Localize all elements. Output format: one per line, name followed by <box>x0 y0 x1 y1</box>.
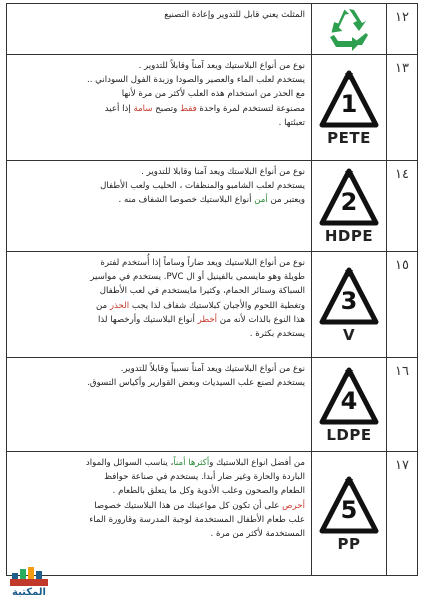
row-16-description: نوع من أنواع البلاستيك ويعد آمناً نسبياً وقابلاً للتدوير. يستخدم لصنع علب السيديات وبعض القوارير وأكياس التسوق. <box>7 358 312 452</box>
row-13-icon-cell <box>312 55 387 161</box>
table-row <box>7 55 418 161</box>
table-row <box>7 358 418 452</box>
resin-code-digit: 1 <box>340 89 358 118</box>
row-14-description: نوع من أنواع البلاستك ويعد آمنا وقابلا للتدوير . يستخدم لعلب الشامبو والمنظفات ، الحليب ولعب الأطفال ويعتبر من أمن أنواع البلاستيك خصوصا الشفاف منه . <box>7 161 312 252</box>
recycle-triangle-icon <box>319 475 379 537</box>
recycle-icon <box>322 7 376 51</box>
building-icon <box>6 565 52 587</box>
watermark-label: المكتبة <box>12 587 46 598</box>
resin-code-label: PETE <box>327 128 371 147</box>
resin-code-label: LDPE <box>326 425 372 444</box>
table-row <box>7 452 418 576</box>
row-15-description: نوع من أنواع البلاستيك ويعد ضاراً وساماً إذا أُستخدم لفترة طويلة وهو مايسمى بالفينيل أو ال PVC. يستخدم في مواسير السباكة وستائر الحمام، وكثيرا مايستخدم في لعب الأطفال وتغطية اللحوم والأجبان كبلاستيك شفاف لذا يجب الحذر من هذا النوع بالذات لأنه من أخطر أنواع البلاستيك وأرخصها لذا يستخدم بكثرة . <box>7 252 312 358</box>
recycle-triangle-icon <box>319 266 379 328</box>
recycle-triangle-icon <box>319 366 379 428</box>
recycle-triangle-icon <box>319 167 379 229</box>
row-13-number: ١٣ <box>387 55 418 161</box>
resin-code-digit: 3 <box>340 286 358 315</box>
table-row <box>7 252 418 358</box>
recycle-triangle-icon <box>319 69 379 131</box>
row-15-icon-cell <box>312 252 387 358</box>
resin-code-digit: 5 <box>340 495 358 524</box>
plastics-table <box>6 3 418 576</box>
resin-code-digit: 2 <box>340 188 358 216</box>
table-row <box>7 161 418 252</box>
row-17-number: ١٧ <box>387 452 418 576</box>
row-12-icon-cell <box>312 4 387 55</box>
row-16-icon-cell <box>312 358 387 452</box>
row-12-number: ١٢ <box>387 4 418 55</box>
resin-code-label: PP <box>337 534 361 553</box>
row-14-icon-cell <box>312 161 387 252</box>
row-15-number: ١٥ <box>387 252 418 358</box>
library-watermark <box>2 565 56 598</box>
row-13-description: نوع من أنواع البلاستيك ويعد آمناً وقابلاً للتدوير . يستخدم لعلب الماء والعصير والصودا وزبدة الفول السوداني .. مع الحذر من استخدام هذه العلب لأكثر من مرة لأنها مصنوعة لتستخدم لمرة واحدة فقط وتصبح سامة إذا أعيد تعبئتها . <box>7 55 312 161</box>
resin-code-label: HDPE <box>324 227 374 245</box>
row-14-number: ١٤ <box>387 161 418 252</box>
resin-code-digit: 4 <box>340 386 358 415</box>
table-row <box>7 4 418 55</box>
row-16-number: ١٦ <box>387 358 418 452</box>
row-17-icon-cell <box>312 452 387 576</box>
row-12-description: المثلث يعني قابل للتدوير وإعادة التصنيع <box>7 4 312 55</box>
row-17-description: من أفضل انواع البلاستيك وأكثرها أمناً، يناسب السوائل والمواد الباردة والحارة وغير ضار أبدا. يستخدم في صناعة حوافظ الطعام والصحون وعلب الأدوية وكل ما يتعلق بالطعام . أحرص على أن تكون كل مواعينك من هذا البلاستيك خصوصا علب طعام الأطفال المستخدمة لوجبة المدرسة وقارورة الماء المستخدمة لأكثر من مرة . <box>7 452 312 576</box>
resin-code-label: V <box>342 325 356 344</box>
